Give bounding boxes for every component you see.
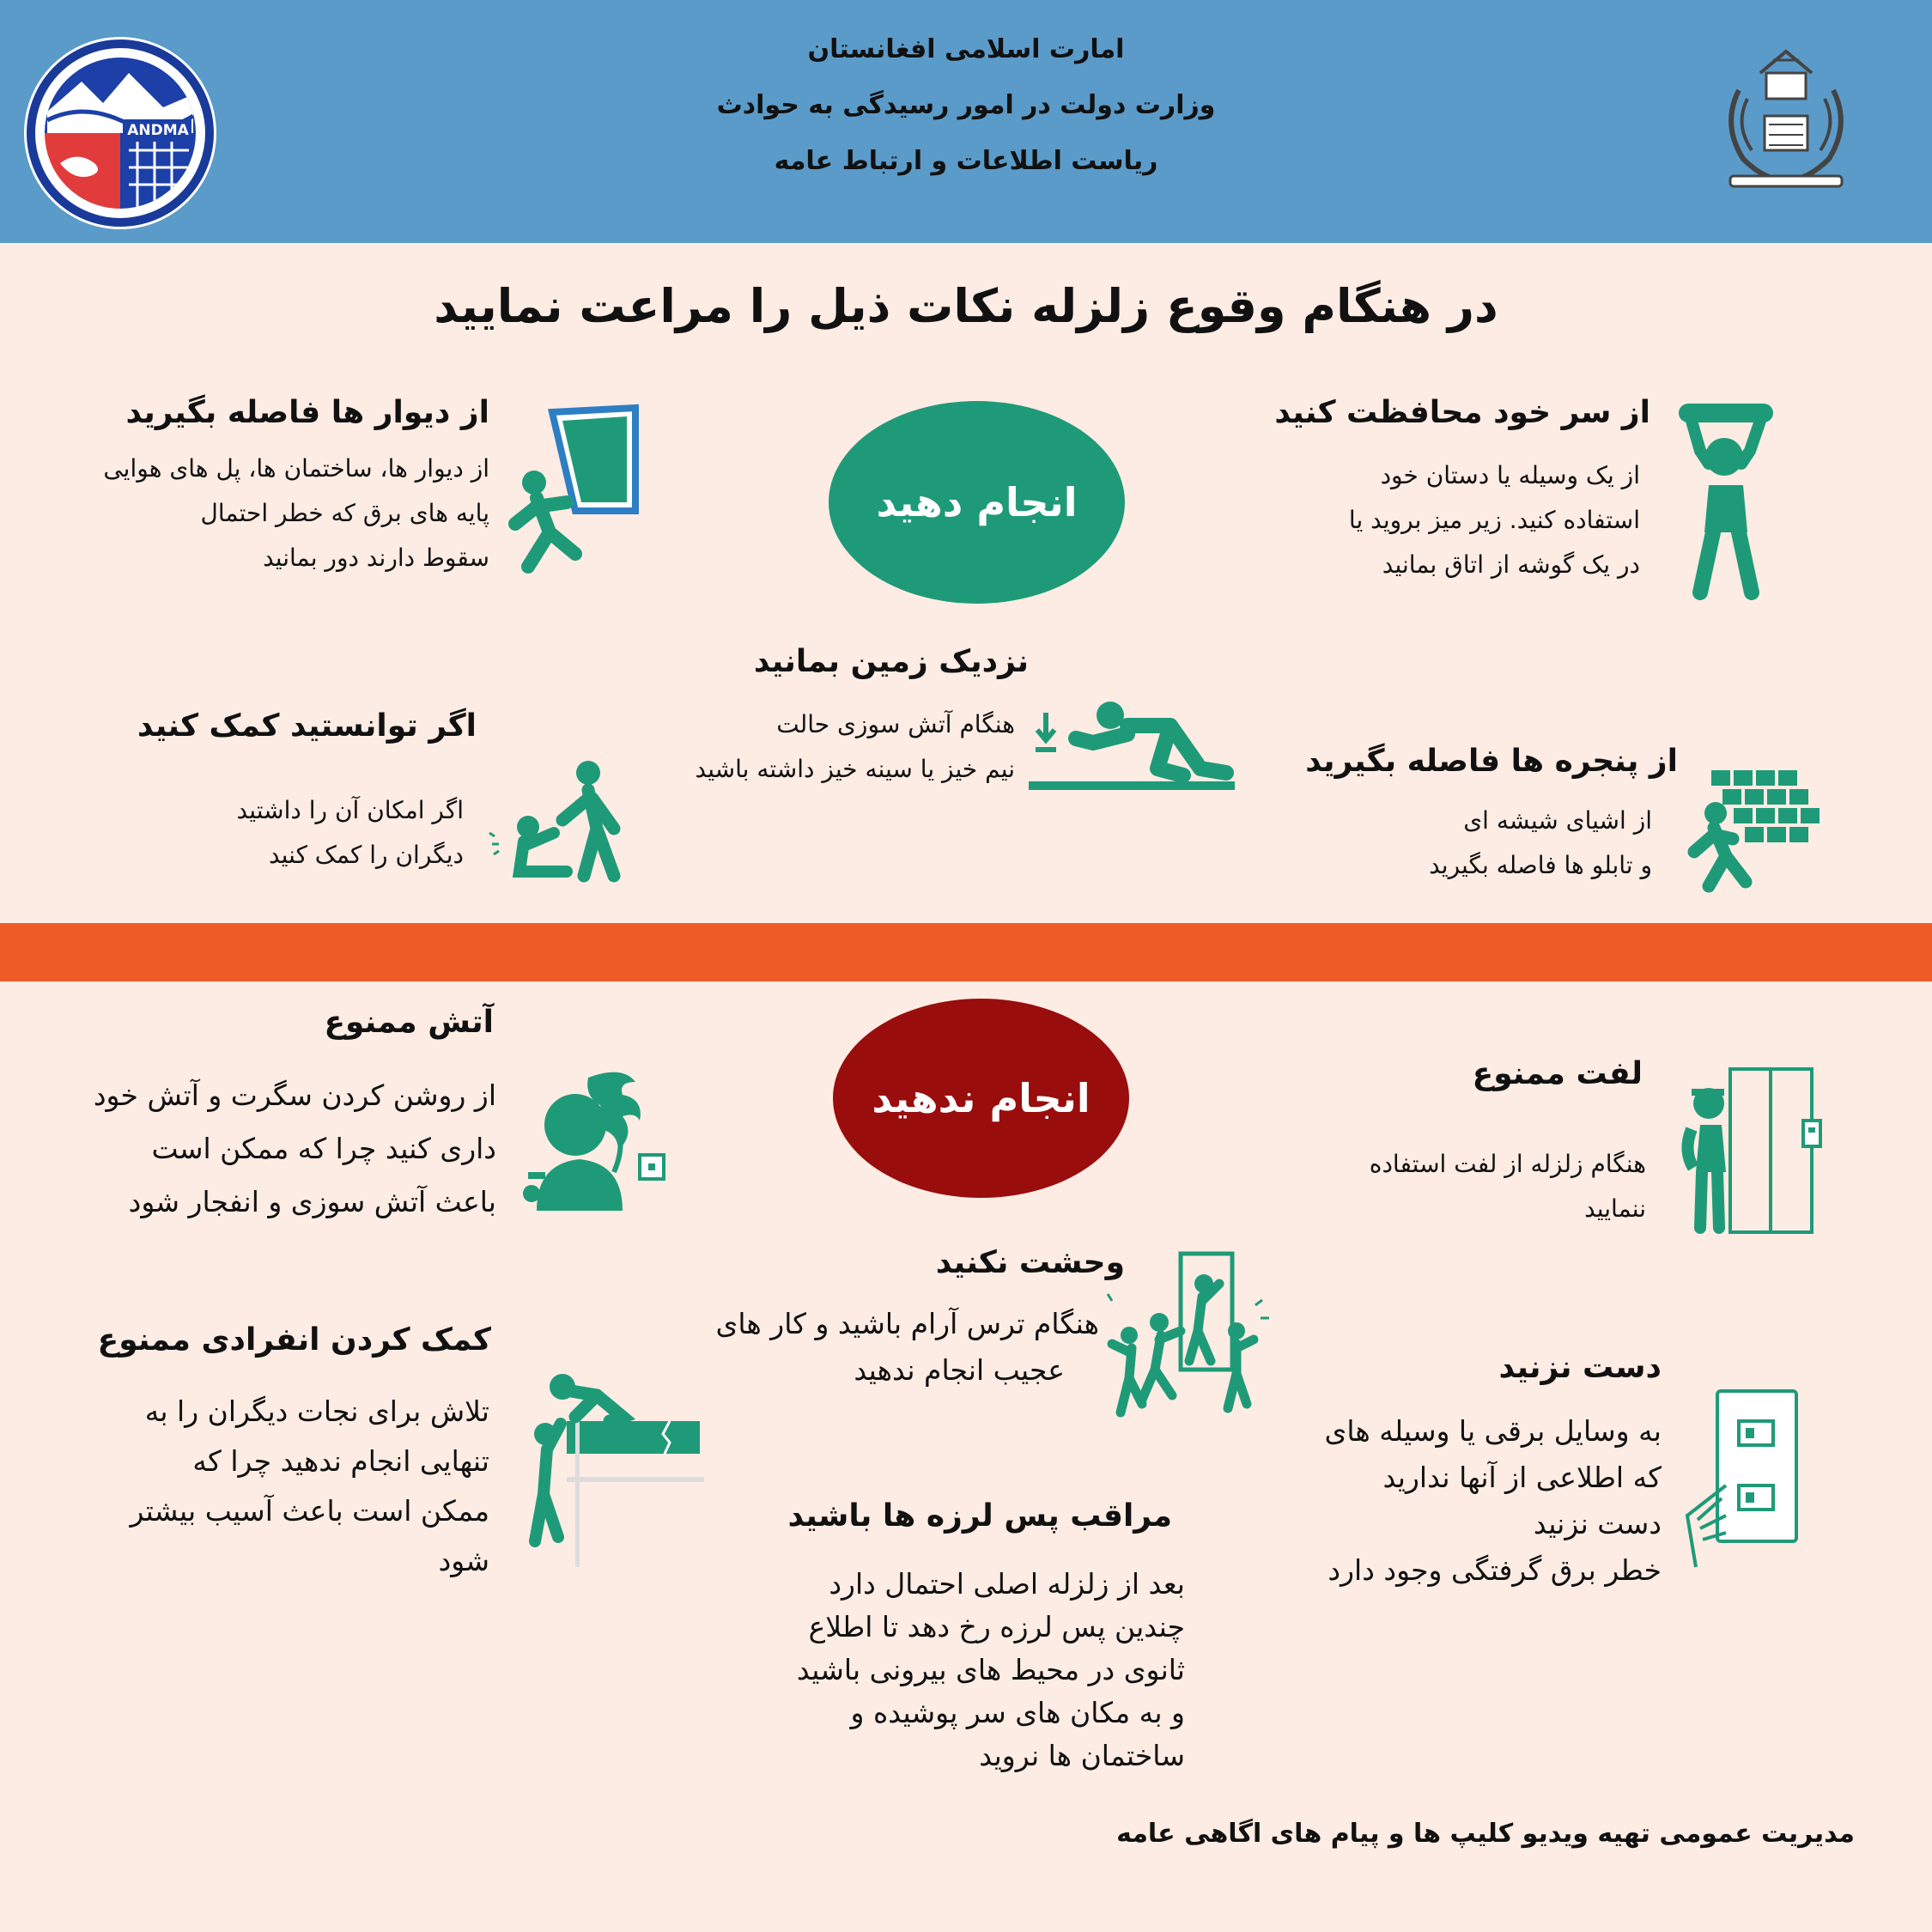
- andma-logo-text: ANDMA: [127, 122, 189, 139]
- protect-head-icon: [1666, 404, 1782, 597]
- header-line-2: وزارت دولت در امور رسیدگی به حوادث: [716, 90, 1216, 120]
- dont-pill: انجام ندهید: [833, 999, 1129, 1198]
- stay-low-desc: هنگام آتش سوزی حالت نیم خیز یا سینه خیز داشته باشید: [695, 710, 1015, 783]
- away-windows-title: از پنجره ها فاصله بگیرید: [1305, 744, 1678, 779]
- stay-low-title: نزدیک زمین بمانید: [753, 644, 1029, 679]
- away-windows-desc: از اشیای شیشه ای و تابلو ها فاصله بگیرید: [1429, 806, 1652, 879]
- no-solo-rescue-title: کمک کردن انفرادی ممنوع: [97, 1322, 491, 1358]
- help-others-title: اگر توانستید کمک کنید: [137, 708, 477, 744]
- header-line-1: امارت اسلامی افغانستان: [807, 34, 1125, 64]
- section-divider: [0, 923, 1932, 981]
- header-banner: [0, 0, 1932, 243]
- no-fire-title: آتش ممنوع: [324, 1005, 494, 1040]
- crawl-icon: [1029, 700, 1239, 794]
- footer-credit: مدیریت عمومی تهیه ویدیو کلیپ ها و پیام های اگاهی عامه: [1116, 1819, 1855, 1849]
- main-title: در هنگام وقوع زلزله نکات ذیل را مراعت نمایید: [434, 279, 1498, 333]
- emirate-emblem-icon: [1713, 39, 1859, 193]
- andma-seal-icon: [21, 34, 219, 232]
- no-touch-desc: به وسایل برقی یا وسیله های که اطلاعی از آنها ندارید دست نزنید خطر برق گرفتگی وجود دارد: [1324, 1414, 1662, 1587]
- smoking-icon: [519, 1069, 674, 1215]
- elevator-icon: [1683, 1065, 1829, 1236]
- wall-escape-icon: [511, 404, 640, 584]
- no-touch-title: دست نزنید: [1498, 1350, 1662, 1385]
- help-others-desc: اگر امکان آن را داشتید دیگران را کمک کنید: [236, 796, 464, 869]
- no-fire-desc: از روشن کردن سگرت و آتش خود داری کنید چرا که ممکن است باعث آتش سوزی و انفجار شود: [93, 1078, 496, 1218]
- no-elevator-title: لفت ممنوع: [1472, 1056, 1643, 1091]
- protect-head-desc: از یک وسیله یا دستان خود استفاده کنید. زیر میز بروید یا در یک گوشه از اتاق بمانید: [1348, 461, 1640, 579]
- no-panic-title: وحشت نکنید: [935, 1245, 1125, 1280]
- protect-head-title: از سر خود محافظت کنید: [1274, 395, 1650, 430]
- rescue-icon: [528, 1365, 704, 1567]
- window-escape-icon: [1690, 766, 1827, 895]
- no-solo-rescue-desc: تلاش برای نجات دیگران را به تنهایی انجام ندهید چرا که ممکن است باعث آسیب بیشتر شود: [130, 1394, 489, 1577]
- no-panic-desc: هنگام ترس آرام باشید و کار های عجیب انجام ندهید: [715, 1307, 1099, 1387]
- aftershocks-title: مراقب پس لرزه ها باشید: [787, 1498, 1172, 1534]
- switch-touch-icon: [1687, 1387, 1803, 1571]
- do-pill: انجام دهید: [829, 401, 1125, 604]
- help-person-icon: [485, 760, 661, 884]
- away-walls-desc: از دیوار ها، ساختمان ها، پل های هوایی پایه های برق که خطر احتمال سقوط دارند دور بمانید: [103, 454, 489, 572]
- header-line-3: ریاست اطلاعات و ارتباط عامه: [774, 146, 1158, 176]
- panic-crowd-icon: [1108, 1249, 1267, 1417]
- no-elevator-desc: هنگام زلزله از لفت استفاده ننمایید: [1369, 1150, 1646, 1223]
- aftershocks-desc: بعد از زلزله اصلی احتمال دارد چندین پس لرزه رخ دهد تا اطلاع ثانوی در محیط های بیرونی باشید و به مکان های سر پوشیده و ساختمان ها نروید: [796, 1567, 1185, 1772]
- away-walls-title: از دیوار ها فاصله بگیرید: [125, 395, 489, 430]
